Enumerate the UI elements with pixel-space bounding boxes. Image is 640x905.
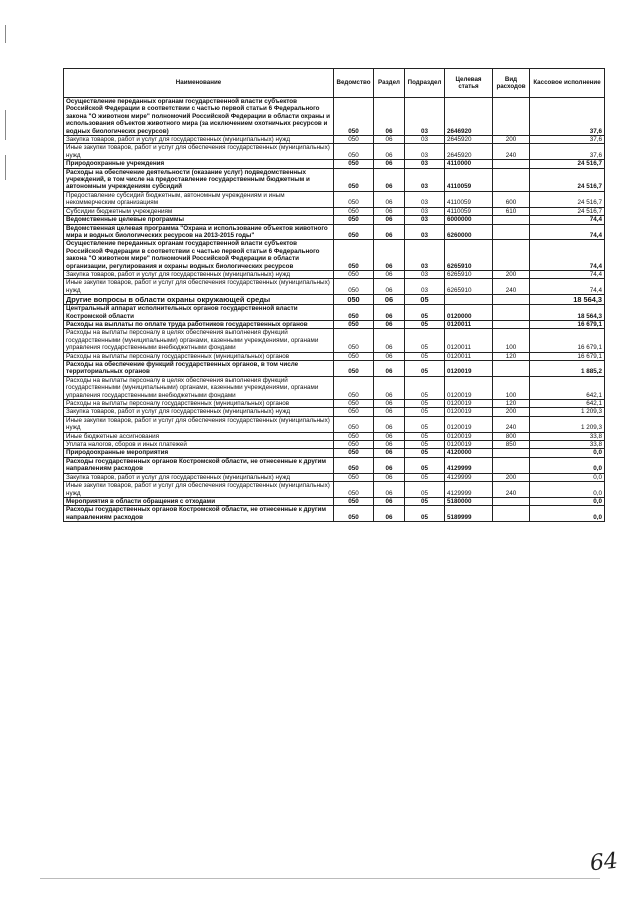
row-expense-type: [493, 449, 530, 457]
row-dept: 050: [334, 240, 374, 271]
row-section: 06: [374, 457, 405, 473]
row-subsection: 05: [405, 408, 445, 416]
row-section: 06: [374, 329, 405, 352]
row-expense-type: 800: [493, 432, 530, 440]
table-row: [64, 352, 605, 360]
table-row: [64, 98, 605, 136]
row-name: Осуществление переданных органам государственной власти субъектов Российской Федерации в соответствии с частью первой статьи 6 Федерального закона "О животном мире" полномочий Российской Федерации в области охраны и использования объектов животного мира (за исключением охотничьих ресурсов и водных биологичесих ресурсов): [64, 98, 334, 136]
row-expense-type: [493, 160, 530, 168]
row-name: Расходы на выплаты персоналу в целях обеспечения выполнения функций государственными (муниципальными) органами, казенными учреждениями, органами управления государственными внебюджетными фондами: [64, 376, 334, 399]
row-expense-type: [493, 98, 530, 136]
row-expense-type: 240: [493, 279, 530, 295]
row-amount: 0,0: [530, 473, 605, 481]
row-section: 06: [374, 441, 405, 449]
row-name: Иные закупки товаров, работ и услуг для обеспечения государственных (муниципальных) нужд: [64, 279, 334, 295]
row-dept: 050: [334, 506, 374, 522]
row-subsection: 03: [405, 207, 445, 215]
row-subsection: 05: [405, 441, 445, 449]
row-subsection: 03: [405, 240, 445, 271]
row-amount: 1 885,2: [530, 361, 605, 377]
row-article: 0120000: [445, 305, 493, 321]
table-row: [64, 408, 605, 416]
row-name: Субсидии бюджетным учреждениям: [64, 207, 334, 215]
row-section: 06: [374, 320, 405, 328]
table-body: [64, 98, 605, 522]
row-subsection: 05: [405, 376, 445, 399]
bottom-rule: [40, 878, 600, 879]
row-name: Расходы на обеспечение функций государственных органов, в том числе территориальных органов: [64, 361, 334, 377]
row-subsection: 05: [405, 449, 445, 457]
row-subsection: 03: [405, 224, 445, 240]
row-section: 06: [374, 376, 405, 399]
row-dept: 050: [334, 352, 374, 360]
row-expense-type: 240: [493, 416, 530, 432]
row-amount: 24 516,7: [530, 160, 605, 168]
row-name: Закупка товаров, работ и услуг для государственных (муниципальных) нужд: [64, 136, 334, 144]
row-name: Расходы на выплаты персоналу в целях обеспечения выполнения функций государственными (муниципальными) органами, казенными учреждениями, органами управления государственными внебюджетными фондами: [64, 329, 334, 352]
row-subsection: 03: [405, 270, 445, 278]
row-dept: 050: [334, 144, 374, 160]
row-article: 2645920: [445, 144, 493, 160]
row-section: 06: [374, 160, 405, 168]
row-expense-type: [493, 506, 530, 522]
row-subsection: 05: [405, 295, 445, 305]
budget-table: [63, 68, 605, 522]
row-section: 06: [374, 168, 405, 191]
row-section: 06: [374, 224, 405, 240]
row-dept: 050: [334, 168, 374, 191]
row-amount: 642,1: [530, 376, 605, 399]
row-dept: 050: [334, 136, 374, 144]
row-amount: 37,6: [530, 144, 605, 160]
row-article: 4110059: [445, 168, 493, 191]
row-section: 06: [374, 473, 405, 481]
row-subsection: 05: [405, 329, 445, 352]
row-expense-type: [493, 168, 530, 191]
row-amount: 18 564,3: [530, 305, 605, 321]
row-subsection: 03: [405, 160, 445, 168]
row-amount: 74,4: [530, 270, 605, 278]
table-row: [64, 295, 605, 305]
table-row: [64, 144, 605, 160]
table-row: [64, 320, 605, 328]
row-amount: 37,6: [530, 136, 605, 144]
row-article: 0120019: [445, 441, 493, 449]
row-article: 5189999: [445, 506, 493, 522]
row-article: 0120019: [445, 408, 493, 416]
row-dept: 050: [334, 216, 374, 224]
row-article: 4110059: [445, 191, 493, 207]
row-dept: 050: [334, 457, 374, 473]
row-name: Расходы государственных органов Костромской области, не отнесенные к другим направлениям расходов: [64, 457, 334, 473]
row-name: Закупка товаров, работ и услуг для государственных (муниципальных) нужд: [64, 270, 334, 278]
row-dept: 050: [334, 329, 374, 352]
row-subsection: 05: [405, 473, 445, 481]
row-section: 06: [374, 98, 405, 136]
row-amount: 74,4: [530, 240, 605, 271]
row-dept: 050: [334, 224, 374, 240]
row-section: 06: [374, 449, 405, 457]
table-row: [64, 279, 605, 295]
row-expense-type: 240: [493, 144, 530, 160]
row-section: 06: [374, 240, 405, 271]
table-row: [64, 400, 605, 408]
row-article: 6265910: [445, 270, 493, 278]
row-article: 5180000: [445, 497, 493, 505]
row-amount: 642,1: [530, 400, 605, 408]
row-article: 4110000: [445, 160, 493, 168]
table-row: [64, 473, 605, 481]
header-expense-type: Вид расходов: [493, 69, 530, 98]
row-amount: 16 679,1: [530, 329, 605, 352]
row-name: Другие вопросы в области охраны окружающей среды: [64, 295, 334, 305]
row-dept: 050: [334, 449, 374, 457]
row-expense-type: [493, 457, 530, 473]
row-expense-type: [493, 295, 530, 305]
row-amount: 1 209,3: [530, 416, 605, 432]
row-dept: 050: [334, 441, 374, 449]
row-subsection: 05: [405, 506, 445, 522]
table-row: [64, 329, 605, 352]
row-expense-type: 120: [493, 400, 530, 408]
row-amount: 74,4: [530, 224, 605, 240]
row-name: Центральный аппарат исполнительных органов государственной власти Костромской области: [64, 305, 334, 321]
row-name: Расходы на выплаты персоналу государственных (муниципальных) органов: [64, 400, 334, 408]
row-dept: 050: [334, 416, 374, 432]
row-article: 6000000: [445, 216, 493, 224]
row-name: Уплата налогов, сборов и иных платежей: [64, 441, 334, 449]
row-dept: 050: [334, 270, 374, 278]
row-expense-type: [493, 240, 530, 271]
row-dept: 050: [334, 497, 374, 505]
row-expense-type: [493, 497, 530, 505]
row-subsection: 05: [405, 432, 445, 440]
left-margin-marks: [5, 15, 7, 895]
row-expense-type: [493, 216, 530, 224]
row-subsection: 03: [405, 136, 445, 144]
row-amount: 24 516,7: [530, 168, 605, 191]
row-section: 06: [374, 361, 405, 377]
row-dept: 050: [334, 98, 374, 136]
row-subsection: 03: [405, 191, 445, 207]
row-expense-type: 200: [493, 473, 530, 481]
row-expense-type: 200: [493, 408, 530, 416]
row-dept: 050: [334, 400, 374, 408]
table-row: [64, 160, 605, 168]
row-name: Расходы на выплаты по оплате труда работников государственных органов: [64, 320, 334, 328]
row-amount: 74,4: [530, 216, 605, 224]
row-article: 0120011: [445, 352, 493, 360]
row-amount: 0,0: [530, 497, 605, 505]
row-amount: 74,4: [530, 279, 605, 295]
row-article: 6265910: [445, 279, 493, 295]
row-article: 0120019: [445, 376, 493, 399]
row-article: 6260000: [445, 224, 493, 240]
row-amount: 37,6: [530, 98, 605, 136]
row-section: 06: [374, 408, 405, 416]
row-expense-type: 240: [493, 482, 530, 498]
row-name: Природоохранные учреждения: [64, 160, 334, 168]
row-section: 06: [374, 352, 405, 360]
row-amount: 16 679,1: [530, 320, 605, 328]
table-header-row: [64, 69, 605, 98]
row-subsection: 03: [405, 144, 445, 160]
row-subsection: 03: [405, 216, 445, 224]
header-dept: Ведомство: [334, 69, 374, 98]
row-amount: 33,8: [530, 441, 605, 449]
row-article: 0120019: [445, 400, 493, 408]
table-row: [64, 191, 605, 207]
row-amount: 24 516,7: [530, 191, 605, 207]
row-section: 06: [374, 279, 405, 295]
row-dept: 050: [334, 482, 374, 498]
row-expense-type: [493, 320, 530, 328]
header-amount: Кассовое исполнение: [530, 69, 605, 98]
table-row: [64, 168, 605, 191]
row-name: Расходы на выплаты персоналу государственных (муниципальных) органов: [64, 352, 334, 360]
row-article: 0120019: [445, 361, 493, 377]
row-name: Предоставление субсидий бюджетным, автономным учреждениям и иным некоммерческим организациям: [64, 191, 334, 207]
row-dept: 050: [334, 191, 374, 207]
row-section: 06: [374, 305, 405, 321]
header-section: Раздел: [374, 69, 405, 98]
row-expense-type: 200: [493, 136, 530, 144]
table-row: [64, 497, 605, 505]
row-expense-type: [493, 224, 530, 240]
row-article: 0120019: [445, 416, 493, 432]
row-expense-type: 850: [493, 441, 530, 449]
row-article: 4129999: [445, 482, 493, 498]
row-subsection: 03: [405, 168, 445, 191]
row-section: 06: [374, 144, 405, 160]
row-dept: 050: [334, 361, 374, 377]
table-row: [64, 449, 605, 457]
row-section: 06: [374, 191, 405, 207]
row-amount: 16 679,1: [530, 352, 605, 360]
row-article: 2645920: [445, 136, 493, 144]
row-amount: 0,0: [530, 457, 605, 473]
row-subsection: 05: [405, 497, 445, 505]
row-dept: 050: [334, 432, 374, 440]
row-article: 0120019: [445, 432, 493, 440]
table-row: [64, 506, 605, 522]
table-row: [64, 224, 605, 240]
row-section: 06: [374, 432, 405, 440]
row-name: Иные закупки товаров, работ и услуг для обеспечения государственных (муниципальных) нужд: [64, 416, 334, 432]
table-row: [64, 207, 605, 215]
row-subsection: 03: [405, 279, 445, 295]
table-row: [64, 136, 605, 144]
row-name: Иные закупки товаров, работ и услуг для обеспечения государственных (муниципальных) нужд: [64, 482, 334, 498]
row-dept: 050: [334, 160, 374, 168]
row-section: 06: [374, 506, 405, 522]
row-name: Закупка товаров, работ и услуг для государственных (муниципальных) нужд: [64, 408, 334, 416]
row-subsection: 05: [405, 361, 445, 377]
row-dept: 050: [334, 305, 374, 321]
row-amount: 24 516,7: [530, 207, 605, 215]
header-subsection: Подраздел: [405, 69, 445, 98]
row-amount: 18 564,3: [530, 295, 605, 305]
row-amount: 0,0: [530, 482, 605, 498]
row-section: 06: [374, 216, 405, 224]
row-amount: 0,0: [530, 449, 605, 457]
row-section: 06: [374, 207, 405, 215]
row-expense-type: 100: [493, 329, 530, 352]
table-row: [64, 432, 605, 440]
table-row: [64, 270, 605, 278]
row-name: Иные бюджетные ассигнования: [64, 432, 334, 440]
row-amount: 33,8: [530, 432, 605, 440]
row-section: 06: [374, 497, 405, 505]
row-section: 06: [374, 482, 405, 498]
table-row: [64, 441, 605, 449]
row-expense-type: 610: [493, 207, 530, 215]
row-expense-type: [493, 305, 530, 321]
row-subsection: 05: [405, 400, 445, 408]
row-expense-type: 200: [493, 270, 530, 278]
row-article: 0120011: [445, 329, 493, 352]
row-name: Мероприятия в области обращения с отходами: [64, 497, 334, 505]
row-name: Ведомственная целевая программа "Охрана и использование объектов животного мира и водных биологических ресурсов на 2013-2015 годы": [64, 224, 334, 240]
row-dept: 050: [334, 473, 374, 481]
table-row: [64, 457, 605, 473]
row-subsection: 05: [405, 416, 445, 432]
row-subsection: 05: [405, 457, 445, 473]
row-name: Расходы государственных органов Костромской области, не отнесенные к другим направлениям расходов: [64, 506, 334, 522]
row-section: 06: [374, 416, 405, 432]
row-subsection: 03: [405, 98, 445, 136]
row-name: Расходы на обеспечение деятельности (оказание услуг) подведомственных учреждений, в том числе на предоставление государственным бюджетным и автономным учреждениям субсидий: [64, 168, 334, 191]
row-subsection: 05: [405, 305, 445, 321]
row-article: 0120011: [445, 320, 493, 328]
row-section: 06: [374, 295, 405, 305]
row-article: 6265910: [445, 240, 493, 271]
row-name: Закупка товаров, работ и услуг для государственных (муниципальных) нужд: [64, 473, 334, 481]
row-name: Осуществление переданных органам государственной власти субъектов Российской Федерации в соответствии с частью первой статьи 6 Федерального закона "О животном мире" полномочий Российской Федерации в области организации, регулирования и охраны водных биологических ресурсов: [64, 240, 334, 271]
row-article: [445, 295, 493, 305]
table-row: [64, 361, 605, 377]
row-expense-type: 100: [493, 376, 530, 399]
row-article: 4129999: [445, 457, 493, 473]
header-article: Целевая статья: [445, 69, 493, 98]
table-row: [64, 416, 605, 432]
table-row: [64, 240, 605, 271]
row-dept: 050: [334, 279, 374, 295]
row-subsection: 05: [405, 352, 445, 360]
row-section: 06: [374, 270, 405, 278]
row-dept: 050: [334, 295, 374, 305]
row-name: Природоохранные мероприятия: [64, 449, 334, 457]
row-subsection: 05: [405, 482, 445, 498]
row-amount: 1 209,3: [530, 408, 605, 416]
table-row: [64, 482, 605, 498]
row-expense-type: 120: [493, 352, 530, 360]
row-subsection: 05: [405, 320, 445, 328]
page-number: 64: [588, 848, 620, 877]
row-section: 06: [374, 136, 405, 144]
row-section: 06: [374, 400, 405, 408]
table-row: [64, 376, 605, 399]
row-article: 2646920: [445, 98, 493, 136]
row-name: Ведомственные целевые программы: [64, 216, 334, 224]
row-dept: 050: [334, 320, 374, 328]
row-dept: 050: [334, 207, 374, 215]
row-article: 4120000: [445, 449, 493, 457]
row-article: 4110059: [445, 207, 493, 215]
row-name: Иные закупки товаров, работ и услуг для обеспечения государственных (муниципальных) нужд: [64, 144, 334, 160]
table-row: [64, 305, 605, 321]
row-amount: 0,0: [530, 506, 605, 522]
row-dept: 050: [334, 376, 374, 399]
header-name: Наименование: [64, 69, 334, 98]
row-expense-type: [493, 361, 530, 377]
row-dept: 050: [334, 408, 374, 416]
table-row: [64, 216, 605, 224]
row-article: 4129999: [445, 473, 493, 481]
row-expense-type: 600: [493, 191, 530, 207]
